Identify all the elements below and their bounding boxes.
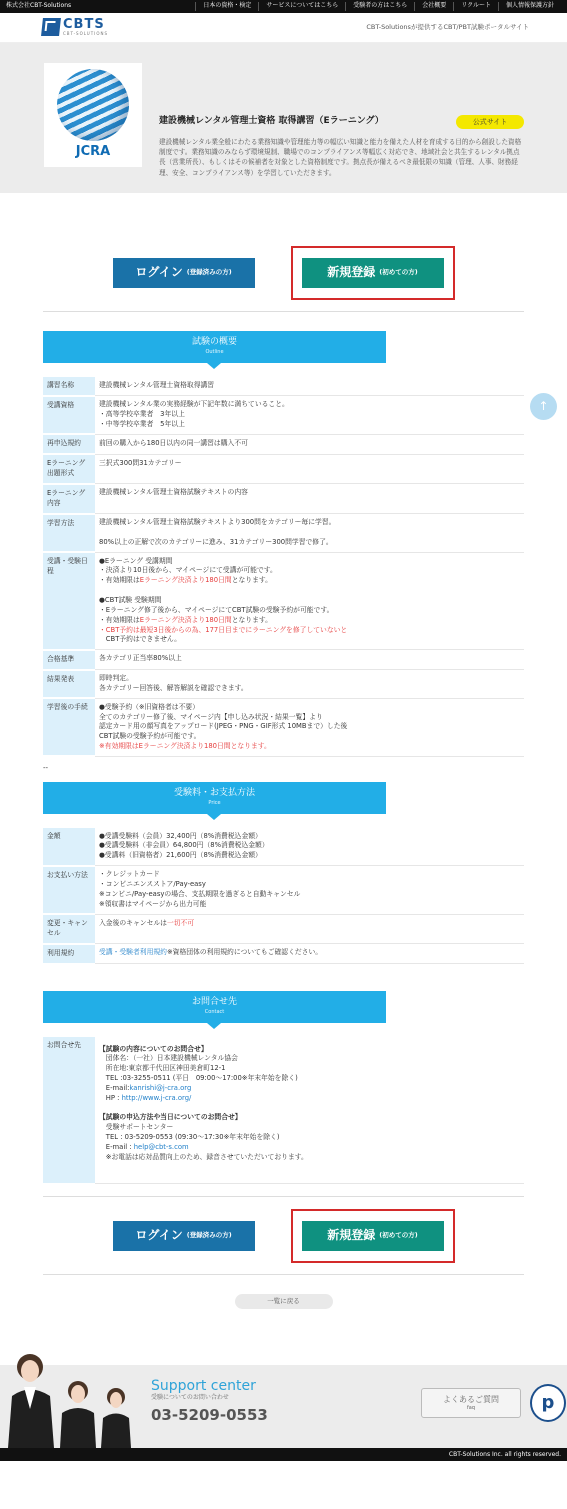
cell-line: ・決済より10日後から、マイページにて受講が可能です。 [99, 566, 277, 575]
cell-line: 各カテゴリ正当率80%以上 [99, 654, 182, 663]
price-header [43, 782, 386, 814]
inline-link[interactable]: kanrishi@j-cra.org [129, 1083, 192, 1092]
cell-line: 全てのカテゴリー修了後、マイページ内【申し込み状況・結果一覧】より [99, 712, 323, 721]
row-value [95, 698, 524, 756]
register-label: 新規登録 [327, 1227, 376, 1242]
table-row [43, 1037, 524, 1184]
cell-line: ●受験予約（※旧資格者は不要） [99, 702, 199, 711]
cell-line: ●Eラーニング 受講期間 [99, 556, 173, 565]
faq-button[interactable] [421, 1388, 521, 1418]
table-row [43, 828, 524, 866]
cell-line: ●受講受験料（非会員）64,800円（8%消費税込金額） [99, 841, 269, 850]
price-table [43, 828, 524, 965]
cell-line: ※お電話は応対品質向上のため、録音させていただいております。 [99, 1152, 308, 1161]
cell-line [99, 528, 520, 538]
login-sublabel: (登録済みの方) [186, 268, 232, 277]
top-nav [195, 2, 561, 11]
company-name: 株式会社CBT-Solutions [6, 2, 72, 10]
table-row [43, 650, 524, 670]
table-row [43, 454, 524, 484]
arrow-up-icon: ↑ [538, 399, 549, 413]
cell-line: 所在地:東京都千代田区神田美倉町12-1 [99, 1064, 226, 1073]
row-key: 合格基準 [43, 650, 95, 670]
outline-header [43, 331, 386, 363]
support-center [0, 1365, 567, 1448]
divider [43, 1196, 524, 1197]
cell-line: ●受講料（旧資格者）21,600円（8%消費税込金額） [99, 851, 262, 860]
top-nav-item[interactable]: 日本の資格・検定 [195, 2, 258, 11]
logo-subtext: CBT-SOLUTIONS [63, 31, 109, 37]
cell-line: 即時判定。 [99, 674, 133, 683]
register-sublabel: (初めての方) [379, 268, 418, 277]
row-key: 講習名称 [43, 377, 95, 396]
highlight-text: Eラーニング決済より180日間 [139, 615, 232, 624]
cell-line: 建設機械レンタル管理士資格試験テキストの内容 [99, 488, 248, 497]
register-button[interactable] [302, 258, 444, 288]
row-key: お問合せ先 [43, 1037, 95, 1184]
login-label: ログイン [135, 1227, 183, 1242]
privacy-mark-icon: p [530, 1384, 566, 1422]
row-value [95, 484, 524, 514]
price-title: 受験料・お支払方法 [173, 787, 255, 798]
price-subtitle: Price [208, 799, 221, 806]
support-subtitle: 受験についてのお問い合わせ [151, 1393, 229, 1401]
cell-line: TEL :03-3255-0511 (平日 09:00～17:00※年末年始を除く) [99, 1074, 298, 1083]
logo-text: CBTS [63, 17, 105, 33]
row-key: 変更・キャンセル [43, 914, 95, 944]
row-value [95, 396, 524, 435]
register-sublabel: (初めての方) [379, 1230, 418, 1239]
cell-line: 建設機械レンタル管理士資格取得講習 [99, 381, 215, 389]
cell-line: E-mail:kanrishi@j-cra.org [99, 1083, 192, 1092]
cell-line: ・有効期限はEラーニング決済より180日間となります。 [99, 615, 272, 624]
register-label: 新規登録 [327, 265, 376, 280]
cell-line: 受講・受験者利用規約※資格団体の利用規約についてもご確認ください。 [99, 948, 323, 957]
contact-subtitle: Contact [204, 1008, 225, 1015]
cell-line [99, 1104, 520, 1114]
cell-line: HP : http://www.j-cra.org/ [99, 1093, 192, 1102]
inline-link[interactable]: http://www.j-cra.org/ [121, 1093, 192, 1102]
row-value [95, 1037, 524, 1184]
register-highlight [291, 246, 455, 300]
highlight-text: ・CBT予約は最短3日後からの為、177日目までにラーニングを修了していないと [99, 625, 348, 634]
cell-line: ・クレジットカード [99, 870, 160, 879]
top-nav-item[interactable]: 個人情報保護方針 [498, 2, 561, 11]
cell-line: 三択式300問31カテゴリー [99, 458, 182, 467]
cell-line: 各カテゴリー回答後、解答解説を確認できます。 [99, 683, 248, 692]
row-key: Eラーニング出題形式 [43, 454, 95, 484]
table-row [43, 552, 524, 650]
top-nav-item[interactable]: 会社概要 [414, 2, 453, 11]
faq-sublabel: faq [467, 1405, 475, 1412]
row-value [95, 650, 524, 670]
row-key: お支払い方法 [43, 866, 95, 914]
cell-line: 80%以上の正解で次のカテゴリーに進み、31カテゴリー300問学習で修了。 [99, 537, 333, 546]
cell-line [99, 586, 520, 596]
row-key: 利用規約 [43, 944, 95, 964]
cell-line: ・コンビニエンスストア/Pay-easy [99, 879, 206, 888]
row-value [95, 670, 524, 699]
table-row [43, 866, 524, 914]
cell-line: ・中等学校卒業者 5年以上 [99, 420, 185, 429]
row-value [95, 377, 524, 396]
cell-line: ・有効期限はEラーニング決済より180日間となります。 [99, 576, 272, 585]
site-header [0, 13, 567, 43]
jcra-logo [44, 63, 142, 167]
course-title: 建設機械レンタル管理士資格 取得講習（Eラーニング） [159, 116, 384, 126]
cell-line [99, 626, 520, 636]
highlight-text: ※有効期限はEラーニング決済より180日間となります。 [99, 742, 271, 751]
login-label: ログイン [135, 265, 183, 280]
row-value [95, 828, 524, 866]
cell-line: ●受講受験料（会員）32,400円（8%消費税込金額） [99, 831, 262, 840]
tagline: CBT-Solutionsが提供するCBT/PBT試験ポータルサイト [366, 22, 529, 31]
cell-line: ・高等学校卒業者 3年以上 [99, 410, 185, 419]
row-key: 学習方法 [43, 514, 95, 553]
official-site-badge[interactable]: 公式サイト [456, 115, 524, 129]
globe-icon [57, 69, 129, 141]
cell-line: CBT試験の受験予約が可能です。 [99, 732, 201, 741]
row-value [95, 514, 524, 553]
cell-line: ●CBT試験 受験期間 [99, 596, 162, 604]
cell-line: 認定カード用の顔写真をアップロード(JPEG・PNG・GIF形式 10MBまで）した後 [99, 722, 348, 731]
cell-line: 建設機械レンタル業の実務経験が下記年数に満ちていること。 [99, 400, 289, 409]
footer-copyright: CBT-Solutions Inc. all rights reserved. [0, 1448, 567, 1461]
table-row [43, 914, 524, 944]
table-row [43, 670, 524, 699]
top-nav-item[interactable]: 受験者の方はこちら [345, 2, 414, 11]
row-value [95, 866, 524, 914]
cell-line: 【試験の申込方法や当日についてのお問合せ】 [99, 1113, 242, 1122]
cell-line: 前回の購入から180日以内の同一講習は購入不可 [99, 438, 248, 447]
register-highlight [291, 1209, 455, 1263]
row-key: 結果発表 [43, 670, 95, 699]
cell-line: TEL : 03-5209-0553 (09:30～17:30※年末年始を除く) [99, 1133, 280, 1142]
cell-line: 団体名：（一社）日本建設機械レンタル協会 [99, 1054, 238, 1063]
row-key: Eラーニング内容 [43, 484, 95, 514]
faq-label: よくあるご質問 [443, 1394, 499, 1404]
login-button[interactable] [113, 258, 255, 288]
contact-header [43, 991, 386, 1023]
back-to-list-button[interactable]: 一覧に戻る [235, 1294, 333, 1309]
cell-line: CBT予約はできません。 [99, 635, 181, 644]
cell-line: ※コンビニ/Pay-easyの場合、支払期限を過ぎると自動キャンセル [99, 889, 301, 898]
action-buttons-top [0, 246, 567, 300]
top-nav-item[interactable]: サービスについてはこちら [258, 2, 345, 11]
jcra-logo-text: JCRA [75, 143, 111, 159]
table-row [43, 944, 524, 964]
top-bar [0, 0, 567, 13]
inline-link[interactable]: 受講・受験者利用規約 [99, 948, 167, 957]
separator-dash: -- [43, 764, 49, 773]
row-value [95, 434, 524, 454]
support-staff-image [0, 1351, 140, 1448]
table-row [43, 698, 524, 756]
cell-line: 【試験の内容についてのお問合せ】 [99, 1044, 208, 1053]
action-buttons-bottom [0, 1209, 567, 1263]
support-phone: 03-5209-0553 [151, 1405, 268, 1424]
row-key: 受講・受験日程 [43, 552, 95, 650]
row-key: 再申込規約 [43, 434, 95, 454]
table-row [43, 377, 524, 396]
register-button[interactable] [302, 1221, 444, 1251]
highlight-text: Eラーニング決済より180日間 [139, 576, 232, 585]
highlight-text: 一切不可 [166, 918, 195, 927]
divider [43, 311, 524, 312]
table-row [43, 484, 524, 514]
row-key: 受講資格 [43, 396, 95, 435]
cbts-logo[interactable] [42, 18, 108, 37]
cell-line: 入金後のキャンセルは一切不可 [99, 918, 195, 927]
login-sublabel: (登録済みの方) [186, 1230, 232, 1239]
outline-subtitle: Outline [205, 349, 224, 356]
course-description: 建設機械レンタル業全般にわたる業務知識や管理能力等の幅広い知識と能力を備えた人材を育成する目的から創設した資格制度です。業務知識のみならず環境規制、職場でのコンプライアンス等幅広く対応でき、地域社会と共生するレンタル拠点長（営業所長）、もしくはその候補者を対象とした資格制度です。拠点長が備えるべき最低限の知識（管理、人事、財務経理、安全、コンプライアンス等）を学習していただきます。 [159, 138, 522, 177]
cell-line [99, 742, 520, 752]
row-value [95, 454, 524, 484]
row-value [95, 944, 524, 964]
login-button[interactable] [113, 1221, 255, 1251]
contact-table [43, 1037, 524, 1185]
row-key: 金額 [43, 828, 95, 866]
cell-line: 受験サポートセンター [99, 1123, 174, 1132]
table-row [43, 514, 524, 553]
support-title: Support center [151, 1377, 256, 1394]
table-row [43, 434, 524, 454]
course-hero [0, 43, 567, 193]
contact-title: お問合せ先 [191, 996, 237, 1007]
cell-line: ※領収書はマイページから出力可能 [99, 899, 207, 908]
inline-link[interactable]: help@cbt-s.com [133, 1142, 189, 1151]
cbts-logo-icon [41, 18, 61, 36]
row-key: 学習後の手続 [43, 698, 95, 756]
outline-title: 試験の概要 [191, 337, 237, 347]
outline-table [43, 377, 524, 757]
top-nav-item[interactable]: リクルート [453, 2, 498, 11]
cell-line: E-mail : help@cbt-s.com [99, 1142, 189, 1151]
cell-line: 建設機械レンタル管理士資格試験テキストより300問をカテゴリー毎に学習。 [99, 518, 336, 527]
cell-line: ・Eラーニング修了後から、マイページにてCBT試験の受験予約が可能です。 [99, 605, 334, 614]
row-value [95, 914, 524, 944]
row-value [95, 552, 524, 650]
scroll-top-button[interactable] [530, 393, 557, 420]
table-row [43, 396, 524, 435]
